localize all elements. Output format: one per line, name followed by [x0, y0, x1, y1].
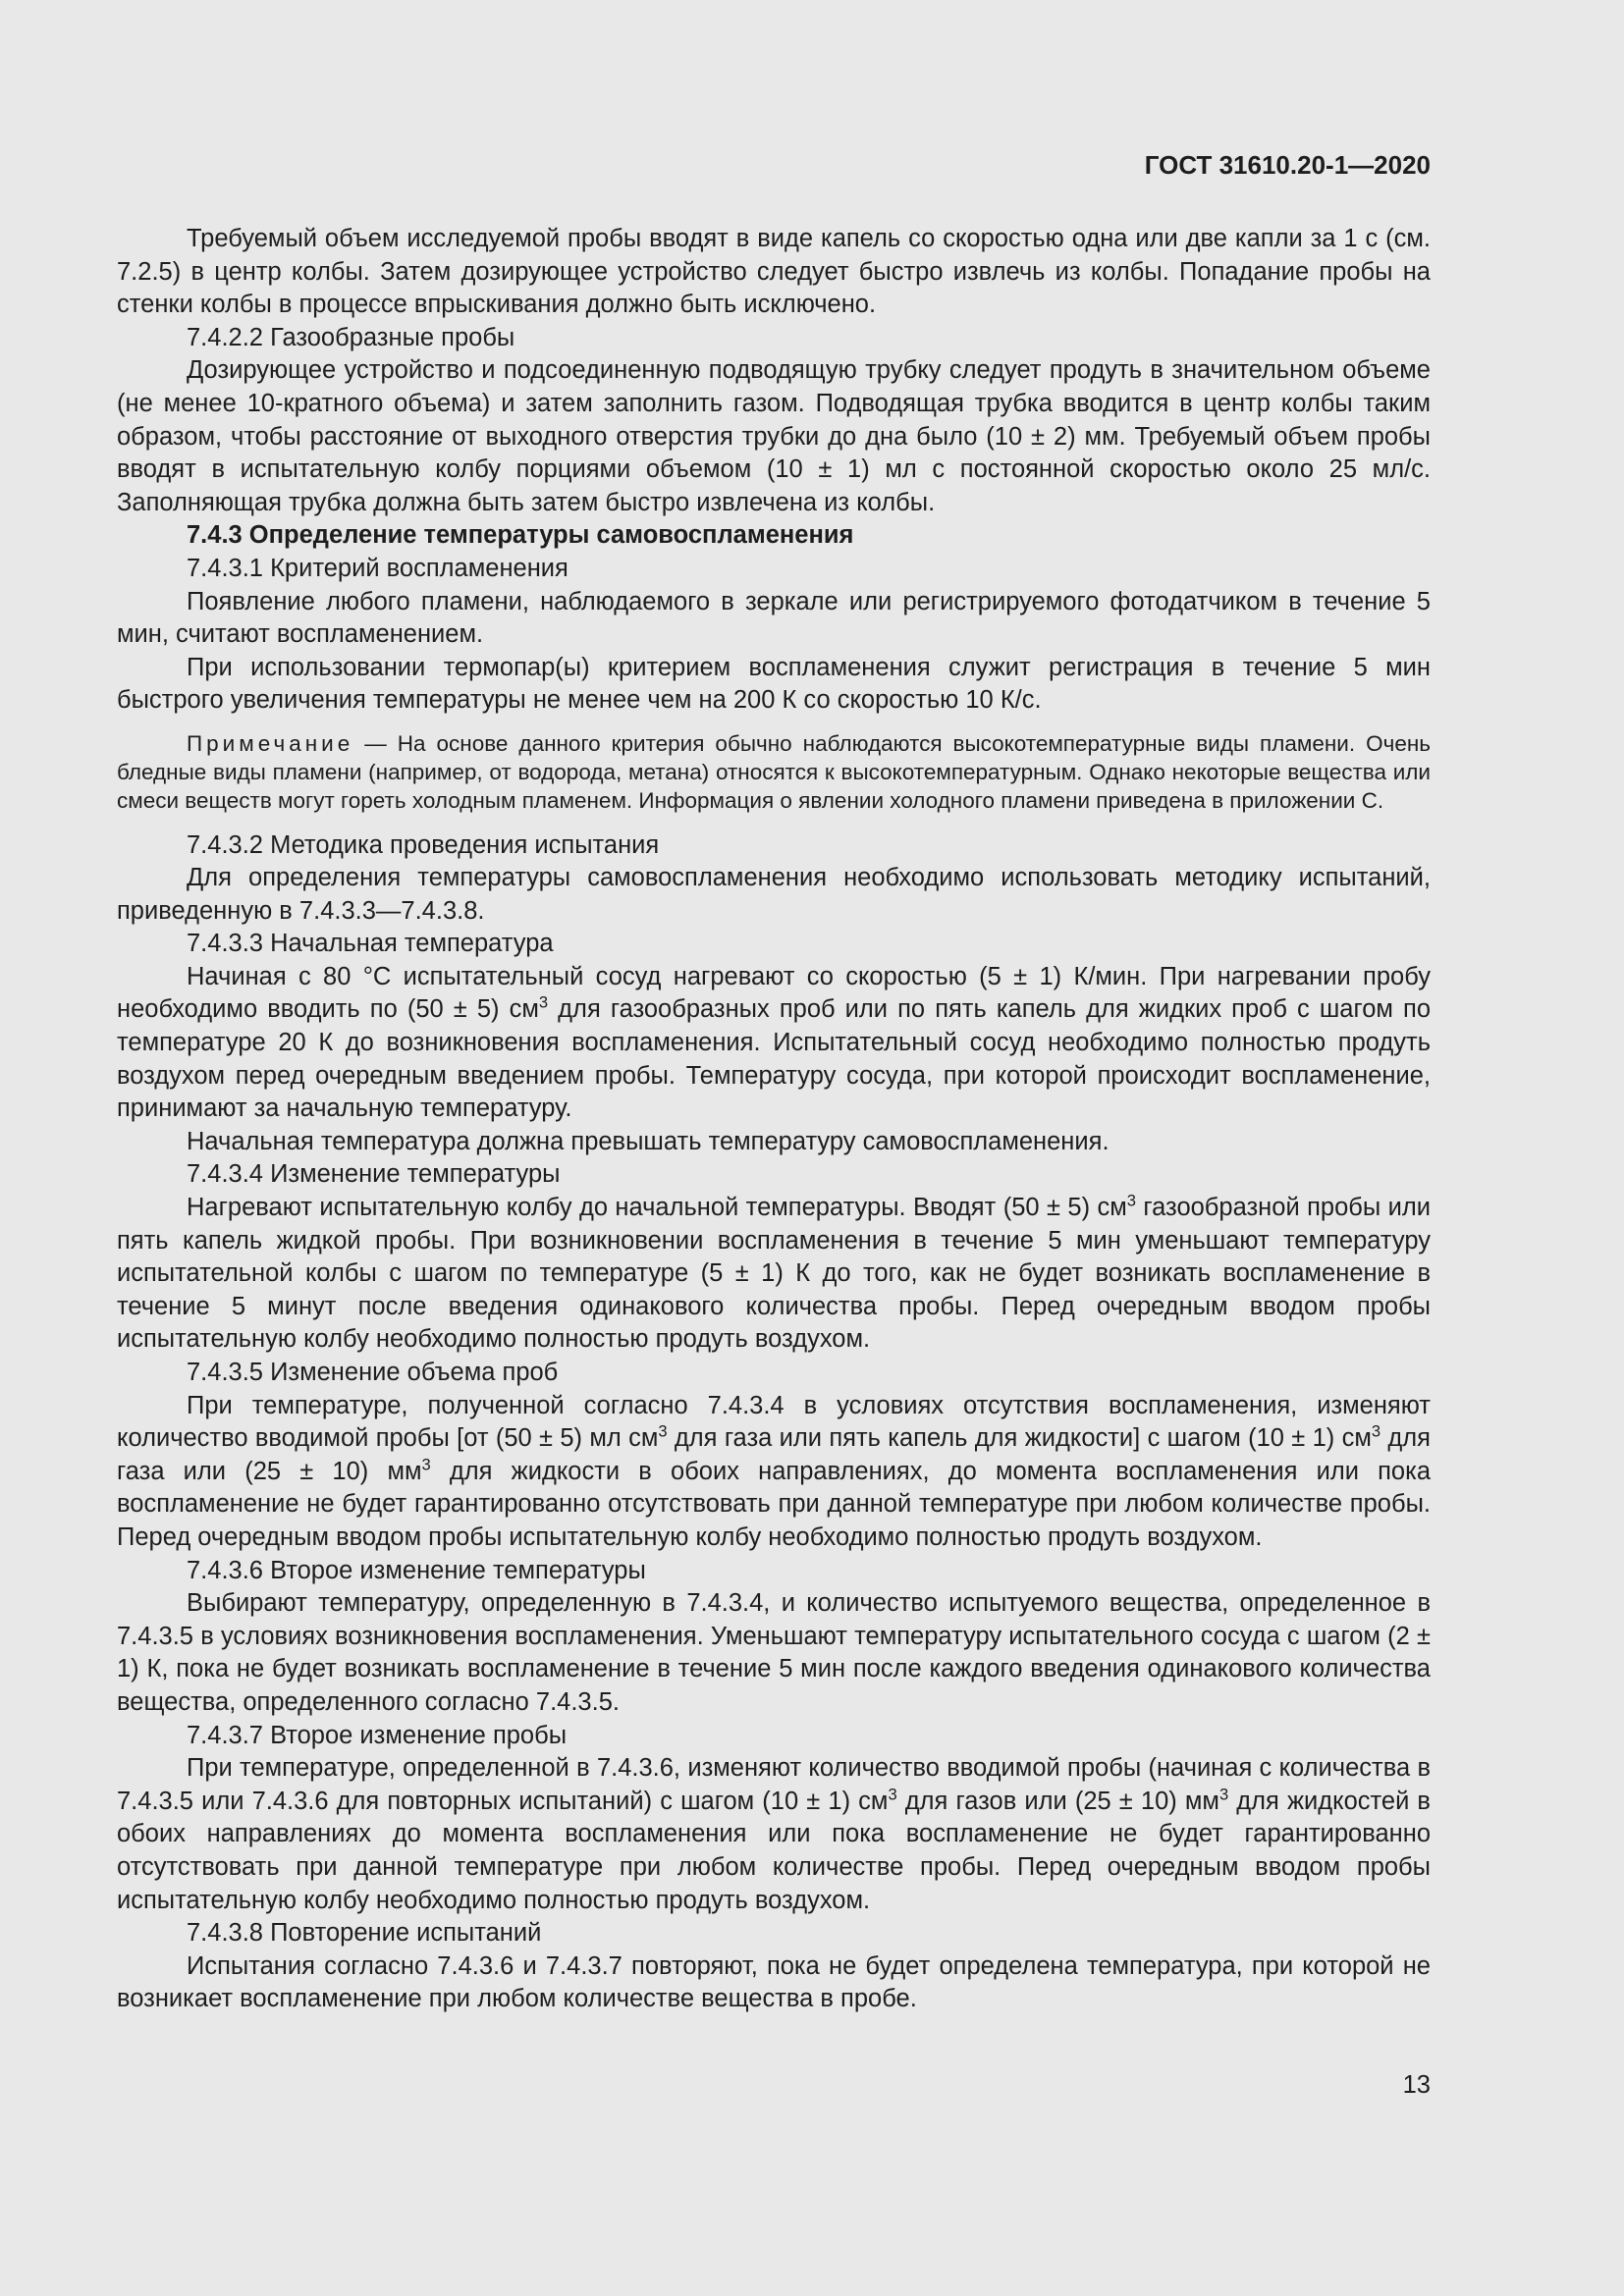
- paragraph: [117, 961, 1431, 1126]
- superscript: 3: [1371, 1421, 1381, 1441]
- text-run: для газообразных проб или по пять капель для жидких проб с шагом по температуре 20 К до возникновения воспламенения. Испытательный сосуд необходимо полностью продуть воздухом перед очередным введением пробы. Температуру сосуда, при которой происходит воспламенение, принимают за начальную температуру.: [117, 995, 1431, 1123]
- paragraph: [117, 1390, 1431, 1555]
- paragraph: Дозирующее устройство и подсоединенную подводящую трубку следует продуть в значительном объеме (не менее 10-кратного объема) и затем заполнить газом. Подводящая трубка вводится в центр колбы таким образом, чтобы расстояние от выходного отверстия трубки до дна было (10 ± 2) мм. Требуемый объем пробы вводят в испытательную колбу порциями объемом (10 ± 1) мл с постоянной скоростью около 25 мл/с. Заполняющая трубка должна быть затем быстро извлечена из колбы.: [117, 356, 1431, 516]
- paragraph: Требуемый объем исследуемой пробы вводят в виде капель со скоростью одна или две капли за 1 с (см. 7.2.5) в центр колбы. Затем дозирующее устройство следует быстро извлечь из колбы. Попадание пробы на стенки колбы в процессе впрыскивания должно быть исключено.: [117, 225, 1431, 319]
- subsection-heading: 7.4.3.6 Второе изменение температуры: [187, 1556, 646, 1584]
- text-run: При температуре, полученной согласно 7.4.3.4 в условиях отсутствия воспламенения, изменяют количество вводимой пробы [от (50 ± 5) мл см: [117, 1391, 1431, 1453]
- text-run: для газов или (25 ± 10) мм: [896, 1787, 1219, 1815]
- paragraph: Выбирают температуру, определенную в 7.4.3.4, и количество испытуемого вещества, определенное в 7.4.3.5 в условиях возникновения воспламенения. Уменьшают температуру испытательного сосуда с шагом (2 ± 1) К, пока не будет возникать воспламенение в течение 5 мин после каждого введения одинакового количества вещества, определенного согласно 7.4.3.5.: [117, 1589, 1431, 1716]
- superscript: 3: [888, 1785, 897, 1804]
- subsection-heading: 7.4.3.7 Второе изменение пробы: [187, 1721, 568, 1749]
- text-run: При температуре, определенной в 7.4.3.6, изменяют количество вводимой пробы (начиная с количества в 7.4.3.5 или 7.4.3.6 для повторных испытаний) с шагом (10 ± 1) см: [117, 1754, 1431, 1815]
- text-run: Начиная с 80 °С испытательный сосуд нагревают со скоростью (5 ± 1) К/мин. При нагревании пробу необходимо вводить по (50 ± 5) см: [117, 962, 1431, 1024]
- document-page: [117, 0, 1431, 2296]
- paragraph: При использовании термопар(ы) критерием воспламенения служит регистрация в течение 5 мин быстрого увеличения температуры не менее чем на 200 К со скоростью 10 К/с.: [117, 653, 1431, 715]
- text-run: для газа или (25 ± 10) мм: [117, 1424, 1431, 1485]
- subsection-heading: 7.4.3.4 Изменение температуры: [187, 1160, 561, 1189]
- paragraph: Испытания согласно 7.4.3.6 и 7.4.3.7 повторяют, пока не будет определена температура, при которой не возникает воспламенение при любом количестве вещества в пробе.: [117, 1951, 1431, 2013]
- subsection-heading: 7.4.3.2 Методика проведения испытания: [187, 830, 660, 859]
- subsection-heading: 7.4.3.3 Начальная температура: [187, 930, 554, 958]
- text-run: для жидкостей в обоих направлениях до момента воспламенения или пока воспламенение не будет гарантированно отсутствовать при данной температуре при любом количестве пробы. Перед очередным вводом пробы испытательную колбу необходимо полностью продуть воздухом.: [117, 1787, 1431, 1914]
- superscript: 3: [1126, 1191, 1136, 1210]
- note-text: — На основе данного критерия обычно наблюдаются высокотемпературные виды пламени. Очень бледные виды пламени (например, от водорода, метана) относятся к высокотемпературным. Однако некоторые вещества или смеси веществ могут гореть холодным пламенем. Информация о явлении холодного пламени приведена в приложении С.: [117, 730, 1431, 814]
- paragraph: Начальная температура должна превышать температуру самовоспламенения.: [187, 1127, 1110, 1155]
- paragraph: [117, 1192, 1431, 1357]
- superscript: 3: [1218, 1785, 1229, 1804]
- subsection-heading: 7.4.3.5 Изменение объема проб: [187, 1359, 559, 1387]
- text-run: газообразной пробы или пять капель жидкой пробы. При возникновении воспламенения в течение 5 мин уменьшают температуру испытательной колбы с шагом по температуре (5 ± 1) К до того, как не будет возникать воспламенение в течение 5 минут после введения одинакового количества пробы. Перед очередным вводом пробы испытательную колбу необходимо полностью продуть воздухом.: [117, 1194, 1432, 1354]
- note: [117, 729, 1431, 816]
- paragraph: [117, 1752, 1431, 1917]
- section-heading: 7.4.3 Определение температуры самовоспламенения: [187, 521, 854, 550]
- note-label: Примечание: [187, 730, 354, 756]
- document-number-header: ГОСТ 31610.20-1—2020: [1144, 150, 1431, 180]
- document-body: [117, 223, 1431, 2016]
- text-run: для газа или пять капель для жидкости] с шагом (10 ± 1) см: [667, 1424, 1372, 1453]
- superscript: 3: [658, 1421, 668, 1441]
- subsection-heading: 7.4.2.2 Газообразные пробы: [187, 323, 515, 351]
- paragraph: Для определения температуры самовоспламенения необходимо использовать методику испытаний, приведенную в 7.4.3.3—7.4.3.8.: [117, 864, 1431, 925]
- paragraph: Появление любого пламени, наблюдаемого в зеркале или регистрируемого фотодатчиком в течение 5 мин, считают воспламенением.: [117, 587, 1431, 649]
- subsection-heading: 7.4.3.1 Критерий воспламенения: [187, 554, 568, 582]
- subsection-heading: 7.4.3.8 Повторение испытаний: [187, 1919, 542, 1948]
- text-run: Нагревают испытательную колбу до начальной температуры. Вводят (50 ± 5) см: [187, 1194, 1127, 1222]
- superscript: 3: [538, 992, 549, 1012]
- superscript: 3: [421, 1455, 431, 1474]
- text-run: для жидкости в обоих направлениях, до момента воспламенения или пока воспламенение не будет гарантированно отсутствовать при данной температуре при любом количестве пробы. Перед очередным вводом пробы испытательную колбу необходимо полностью продуть воздухом.: [117, 1457, 1432, 1551]
- page-number: 13: [1402, 2071, 1431, 2099]
